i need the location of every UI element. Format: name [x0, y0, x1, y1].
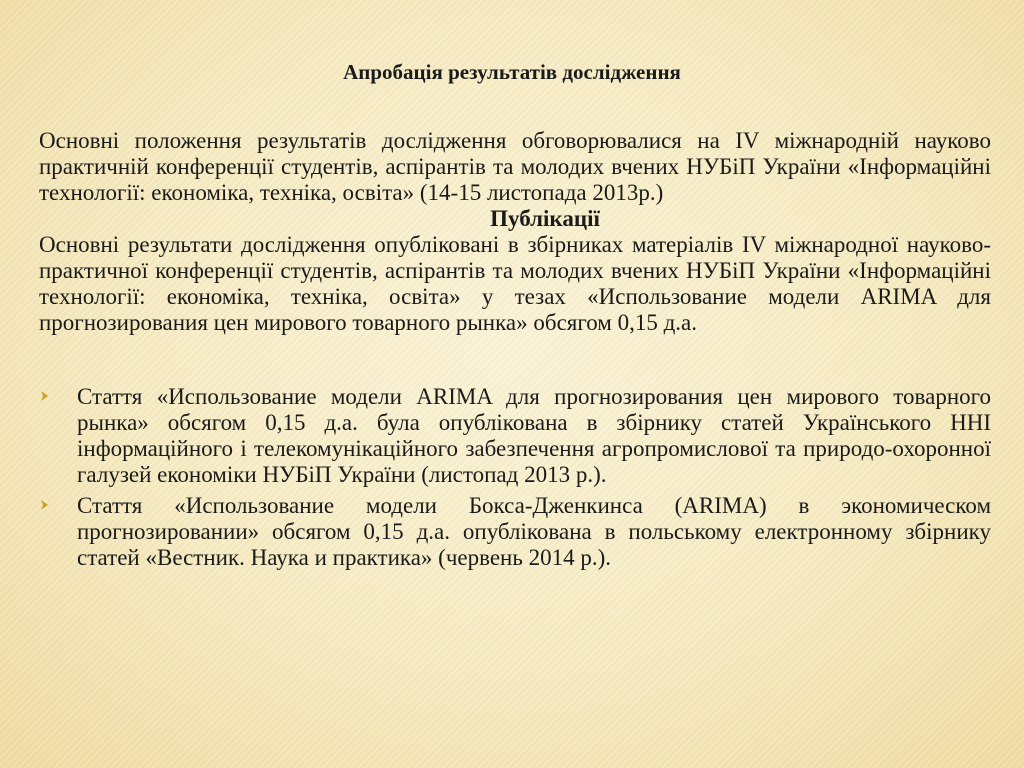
- arrow-bullet-icon: [39, 386, 53, 406]
- list-item-text: Стаття «Использование модели Бокса-Дженкинса (ARIMA) в экономическом прогнозировании» обсягом 0,15 д.а. опублікована в польському електронному збірнику статей «Вестник. Наука и практика» (червень 2014 р.).: [77, 493, 991, 570]
- slide-title: Апробація результатів дослідження: [343, 60, 681, 84]
- arrow-bullet-icon: [39, 495, 53, 515]
- publications-heading: Публікації: [490, 206, 600, 231]
- paragraph-approbation: Основні положення результатів дослідження обговорювалися на IV міжнародній науково практичній конференції студентів, аспірантів та молодих вчених НУБіП України «Інформаційні технології: економіка, техніка, освіта» (14-15 листопада 2013р.): [39, 128, 991, 205]
- slide-body: [39, 128, 991, 576]
- paragraph-publications: Основні результати дослідження опубліковані в збірниках матеріалів IV міжнародної науково-практичної конференції студентів, аспірантів та молодих вчених НУБіП України «Інформаційні технології: економіка, техніка, освіта» у тезах «Использование модели ARIMA для прогнозирования цен мирового товарного рынка» обсягом 0,15 д.а.: [39, 232, 991, 335]
- list-item: [39, 493, 991, 571]
- list-item: [39, 384, 991, 488]
- publications-list: [39, 384, 991, 571]
- list-item-text: Стаття «Использование модели ARIMA для прогнозирования цен мирового товарного рынка» обсягом 0,15 д.а. була опублікована в збірнику статей Українського ННІ інформаційного і телекомунікаційного забезпечення агропромислової та природо-охоронної галузей економіки НУБіП України (листопад 2013 р.).: [77, 384, 991, 487]
